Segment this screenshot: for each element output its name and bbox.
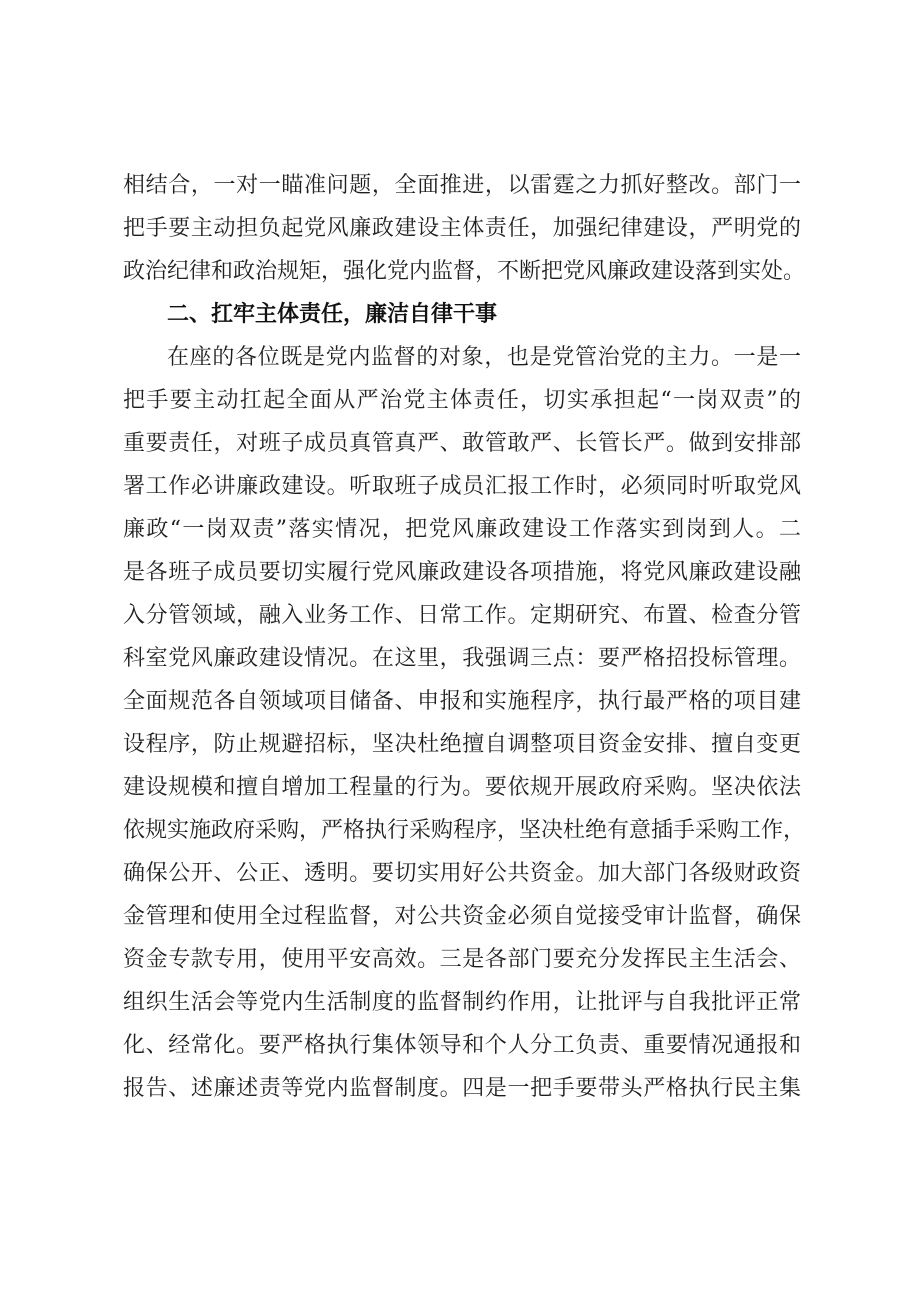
section-heading: 二、扛牢主体责任，廉洁自律干事 (167, 302, 498, 327)
paragraph-line: 把手要主动扛起全面从严治党主体责任，切实承担起“一岗双责”的 (123, 388, 801, 413)
paragraph-line: 报告、述廉述责等党内监督制度。四是一把手要带头严格执行民主集 (123, 1076, 801, 1101)
paragraph-line: 金管理和使用全过程监督，对公共资金必须自觉接受审计监督，确保 (123, 904, 801, 929)
paragraph-line: 署工作必讲廉政建设。听取班子成员汇报工作时，必须同时听取党风 (123, 474, 801, 499)
document-body (123, 164, 806, 1153)
paragraph-line: 在座的各位既是党内监督的对象，也是党管治党的主力。一是一 (167, 345, 801, 370)
paragraph-line: 把手要主动担负起党风廉政建设主体责任，加强纪律建设，严明党的 (123, 216, 801, 241)
paragraph-line (123, 1110, 801, 1153)
paragraph-line: 政治纪律和政治规矩，强化党内监督，不断把党风廉政建设落到实处。 (123, 259, 806, 284)
paragraph-line: 廉政“一岗双责”落实情况，把党风廉政建设工作落实到岗到人。二 (123, 517, 801, 542)
paragraph-line: 入分管领域，融入业务工作、日常工作。定期研究、布置、检查分管 (123, 603, 801, 628)
paragraph-line: 科室党风廉政建设情况。在这里，我强调三点：要严格招投标管理。 (123, 646, 801, 671)
paragraph-line: 建设规模和擅自增加工程量的行为。要依规开展政府采购。坚决依法 (123, 775, 801, 800)
paragraph-line: 化、经常化。要严格执行集体领导和个人分工负责、重要情况通报和 (123, 1033, 801, 1058)
paragraph-line: 依规实施政府采购，严格执行采购程序，坚决杜绝有意插手采购工作， (123, 818, 806, 843)
paragraph-line: 是各班子成员要切实履行党风廉政建设各项措施，将党风廉政建设融 (123, 560, 801, 585)
paragraph-line: 资金专款专用，使用平安高效。三是各部门要充分发挥民主生活会、 (123, 947, 801, 972)
paragraph-line: 确保公开、公正、透明。要切实用好公共资金。加大部门各级财政资 (123, 861, 801, 886)
paragraph-line: 组织生活会等党内生活制度的监督制约作用，让批评与自我批评正常 (123, 990, 801, 1015)
paragraph-line: 设程序，防止规避招标，坚决杜绝擅自调整项目资金安排、擅自变更 (123, 732, 801, 757)
paragraph-line: 重要责任，对班子成员真管真严、敢管敢严、长管长严。做到安排部 (123, 431, 801, 456)
paragraph-line: 全面规范各自领域项目储备、申报和实施程序，执行最严格的项目建 (123, 689, 801, 714)
paragraph-line: 相结合，一对一瞄准问题，全面推进，以雷霆之力抓好整改。部门一 (123, 173, 801, 198)
